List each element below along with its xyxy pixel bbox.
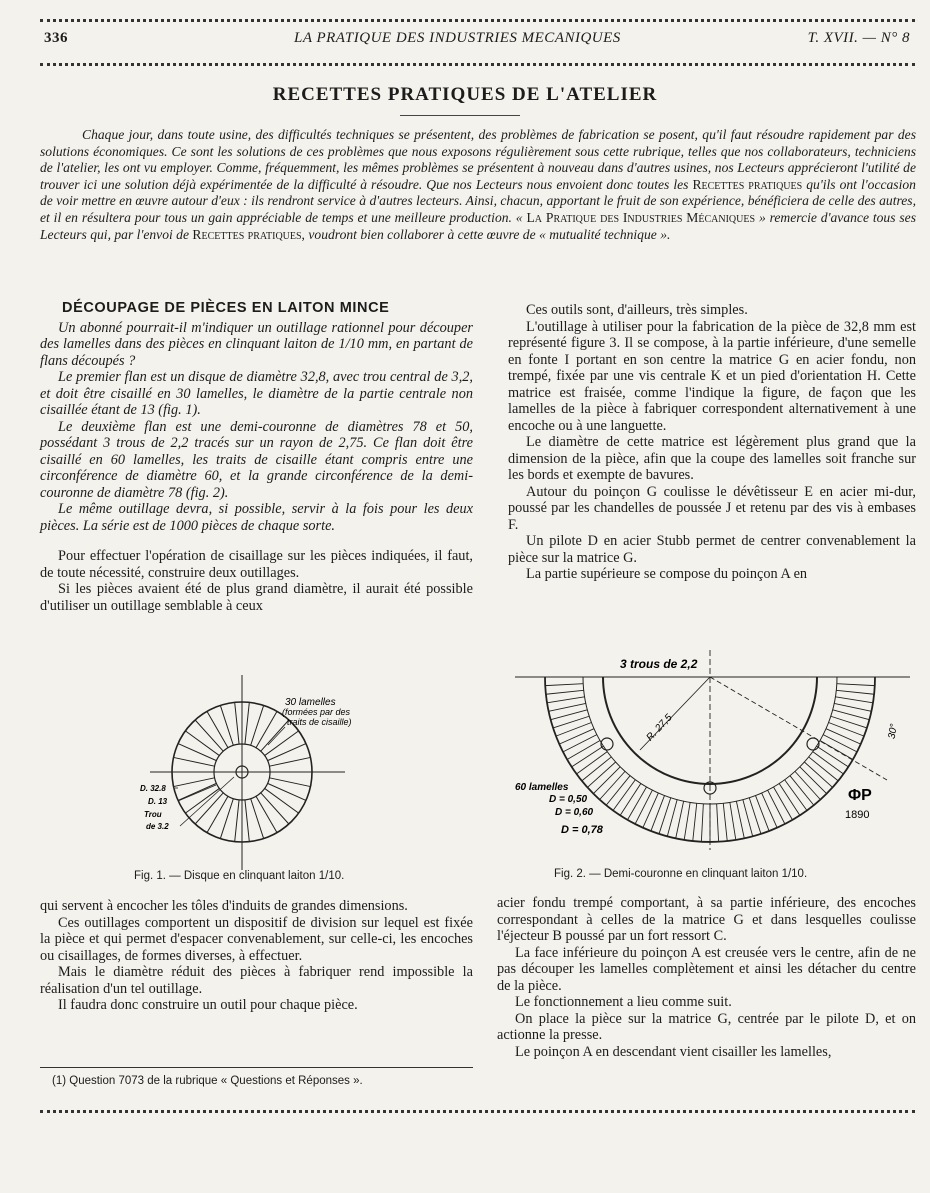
question-paragraph: Un abonné pourrait-il m'indiquer un outillage rationnel pour découper des lamelles dans des pièces en clinquant laiton de 1/10 mm, en partant de flans découpés ?: [40, 319, 473, 369]
body-paragraph: qui servent à encocher les tôles d'induits de grandes dimensions.: [40, 898, 408, 914]
fig1-slit: [235, 800, 239, 842]
fig2-monogram: ΦP: [848, 787, 872, 804]
page-number: 336: [44, 30, 68, 46]
intro-text-4: voudront bien collaborer à cette œuvre de « mutualité technique ».: [308, 226, 671, 242]
fig2-slit: [785, 780, 807, 811]
fig2-slit: [835, 697, 873, 703]
figure-2-half-ring: [515, 640, 915, 865]
fig1-dim-leader: [180, 777, 234, 826]
fig2-slit: [813, 752, 844, 774]
fig1-slit: [245, 800, 249, 842]
body-paragraph: Mais le diamètre réduit des pièces à fabriquer rend impossible la réalisation d'un tel outillage.: [40, 964, 473, 997]
fig1-slit: [251, 705, 264, 745]
fig2-slit: [567, 741, 600, 760]
right-column-top: [508, 302, 916, 583]
intro-text-3: » remercie d'avance tous ses Lecteurs qui, par l'envoi de: [40, 209, 917, 242]
body-paragraph: Ces outils sont, d'ailleurs, très simples.: [526, 302, 748, 318]
fig2-slit: [837, 684, 875, 686]
fig1-slit: [178, 744, 216, 761]
fig1-slit: [220, 799, 233, 839]
fig1-label-traits: traits de cisaille): [287, 717, 352, 727]
fig2-label-trous: 3 trous de 2,2: [620, 657, 698, 671]
fig2-label-radius: R. 27,5: [644, 712, 675, 744]
body-paragraph: Le diamètre de cette matrice est légèrement plus grand que la dimension de la pièce, afin que la coupe des lamelles soit franche sur les bords et exempte de bavures.: [508, 434, 916, 483]
fig1-slit: [251, 799, 264, 839]
figure-1-disk: [120, 675, 400, 870]
intro-smallcaps-1: Recettes pratiques: [692, 176, 803, 192]
fig2-slit: [762, 793, 777, 828]
fig1-slit: [269, 757, 310, 766]
fig1-slit: [174, 778, 215, 787]
volume-number: T. XVII. — N° 8: [807, 30, 910, 46]
fig1-slit: [268, 783, 306, 800]
question-paragraph: Le même outillage devra, si possible, servir à la fois pour les deux pièces. La série est de 1000 pièces de chaque sorte.: [40, 501, 473, 534]
fig2-year: 1890: [845, 809, 870, 821]
fig2-slit: [723, 803, 727, 841]
fig2-slit: [829, 723, 864, 737]
fig2-dim-1: D = 0,50: [549, 794, 588, 805]
fig2-slit: [790, 776, 814, 806]
fig1-slit: [207, 796, 228, 832]
fig1-slit: [207, 711, 228, 747]
footnote-rule: [40, 1067, 473, 1068]
fig2-slit: [768, 790, 785, 824]
fig2-slit: [593, 767, 620, 794]
fig2-slit: [577, 752, 608, 774]
fig2-slit: [730, 802, 736, 840]
fig2-slit: [563, 735, 597, 752]
fig2-slit: [606, 776, 630, 806]
fig2-slit: [820, 741, 853, 760]
body-paragraph: Le poinçon A en descendant vient cisailler les lamelles,: [515, 1043, 832, 1060]
fig2-slit: [546, 690, 584, 694]
fig2-dim-3: D = 0,78: [561, 824, 603, 836]
fig2-slit: [779, 784, 800, 816]
fig2-slit: [651, 796, 665, 831]
fig2-slit: [613, 780, 635, 811]
fig1-slit: [256, 796, 277, 832]
right-column-bottom: [497, 895, 916, 1060]
fig2-slit: [643, 793, 658, 828]
fig2-slit: [817, 746, 849, 767]
fig2-slit: [547, 697, 585, 703]
bottom-dotted-rule: [40, 1110, 915, 1113]
fig2-slit: [545, 684, 583, 686]
fig1-slit: [185, 788, 219, 813]
fig1-slit: [269, 778, 310, 787]
fig1-dim-1: D. 32.8: [140, 784, 166, 793]
fig2-slit: [717, 804, 719, 842]
body-paragraph: Autour du poinçon G coulisse le dévêtisseur E en acier mi-dur, poussé par les chandelles de poussée J et retenu par des vis à embases F.: [508, 483, 916, 533]
question-paragraph: Le premier flan est un disque de diamètre 32,8, avec trou central de 3,2, et doit être cisaillé en 30 lamelles, le diamètre de la partie centrale non cisaillée étant de 13 (fig. 1).: [40, 369, 473, 418]
body-paragraph: On place la pièce sur la matrice G, centrée par le pilote D, et on actionne la presse.: [497, 1010, 916, 1043]
fig1-slit: [185, 731, 219, 756]
fig2-slit: [676, 801, 684, 838]
fig2-slit: [600, 771, 625, 799]
figure-1-caption: Fig. 1. — Disque en clinquant laiton 1/10.: [134, 870, 345, 882]
fig1-dim-3: Trou: [144, 810, 162, 819]
body-paragraph: Pour effectuer l'opération de cisaillage sur les pièces indiquées, il faut, de toute nécessité, construire deux outillages.: [40, 548, 473, 581]
fig2-slit: [826, 729, 861, 744]
intro-text-1: Chaque jour, dans toute usine, des difficultés techniques se présentent, des problèmes de fabrication se posent, qu'il faut résoudre rapidement par des solutions économiques. Ce sont les solutions de ces problèmes que nous exposons régulièrement sous cette rubrique, telles que nos collaborateurs, techniciens de l'atelier, les ont vu employer. Comme, fréquemment, les mêmes problèmes se présentent à nouveau dans d'autres usines, nos Lecteurs apprécieront l'utilité de trouver ici une solution déjà expérimentée de la difficulté à résoudre. Que nos Lecteurs nous envoient donc toutes les: [40, 127, 916, 192]
fig2-slit: [836, 690, 874, 694]
header-dotted-rule: [40, 63, 915, 66]
body-paragraph: L'outillage à utiliser pour la fabrication de la pièce de 32,8 mm est représenté figure 3. Il se compose, à la partie inférieure, d'une semelle en fonte I portant en son centre la matrice G en acier fondu, non trempé, fixée par une vis centrale K et un pied d'orientation H. Cette matrice est fraisée, comme l'indique la figure, de façon que les lamelles de la pièce à fabriquer correspondent alternativement à une encoche ou à une languette.: [508, 318, 916, 434]
title-underline: [400, 115, 520, 116]
fig1-label-lamelles: 30 lamelles: [285, 697, 336, 708]
body-paragraph: Le fonctionnement a lieu comme suit.: [515, 994, 732, 1010]
fig1-slit: [174, 757, 215, 766]
body-paragraph: acier fondu trempé comportant, à sa partie inférieure, des encoches correspondant à celles de la matrice G et dans lesquelles coulisse l'éjecteur B poussé par un fort ressort C.: [497, 895, 916, 944]
fig2-slit: [774, 787, 793, 820]
fig2-slit: [582, 757, 612, 781]
fig1-slit: [245, 702, 249, 744]
fig2-slit: [693, 803, 697, 841]
fig1-slit: [265, 788, 299, 813]
fig2-slit: [572, 746, 604, 767]
fig2-slit: [620, 784, 641, 816]
body-paragraph: Un pilote D en acier Stubb permet de centrer convenablement la pièce sur la matrice G.: [508, 533, 916, 566]
running-header: [44, 30, 910, 52]
fig2-slit: [701, 804, 703, 842]
fig2-slit: [736, 801, 744, 838]
fig1-slit: [256, 711, 277, 747]
left-column-bottom: [40, 898, 473, 1014]
fig1-slit: [220, 705, 233, 745]
fig1-label-formees: (formées par des: [282, 707, 351, 717]
intro-smallcaps-2: La Pratique des Industries Mécaniques: [526, 209, 756, 225]
section-title: RECETTES PRATIQUES DE L'ATELIER: [272, 84, 658, 105]
fig2-dim-2: D = 0,60: [555, 807, 594, 818]
body-paragraph: La face inférieure du poinçon A est creusée vers le centre, afin de ne pas découper les lamelles complètement et ainsi les détacher du centre de la pièce.: [497, 944, 916, 994]
fig2-slit: [795, 771, 820, 799]
fig2-slit: [635, 790, 652, 824]
fig2-slit: [804, 762, 832, 787]
intro-paragraph: [40, 127, 916, 243]
fig2-slit: [800, 767, 827, 794]
fig2-slit: [823, 735, 857, 752]
fig2-slit: [556, 723, 591, 737]
fig2-slit: [549, 703, 586, 711]
fig1-slit: [261, 720, 289, 751]
fig2-hole: [601, 738, 613, 750]
fig2-label-lamelles: 60 lamelles: [515, 782, 569, 793]
intro-text-2: qu'ils ont l'occasion de voir mettre en œuvre autour d'eux : ils rendront service à d'autres lecteurs. Ainsi, chacun, apportant le fruit de son expérience, bénéficiera de celle des autres, et il en résultera pour tous un gain appréciable de temps et une meilleure production. «: [40, 176, 916, 225]
fig2-label-angle: 30°: [886, 723, 901, 740]
article-heading: DÉCOUPAGE DE PIÈCES EN LAITON MINCE: [62, 300, 390, 316]
body-paragraph: La partie supérieure se compose du poinçon A en: [526, 566, 808, 582]
footnote: (1) Question 7073 de la rubrique « Questions et Réponses ».: [52, 1075, 363, 1087]
top-dotted-rule: [40, 19, 915, 22]
fig2-slit: [809, 757, 839, 781]
running-title: LA PRATIQUE DES INDUSTRIES MECANIQUES: [294, 30, 621, 46]
body-paragraph: Si les pièces avaient été de plus grand diamètre, il aurait été possible d'utiliser un outillage semblable à ceux: [40, 581, 473, 614]
body-paragraph: Ces outillages comportent un dispositif de division sur lequel est fixée la pièce et qui permet d'espacer convenablement, sur celle-ci, les encoches ou cisaillages, de formes diverses, à effectuer.: [40, 914, 473, 964]
fig1-dim-2: D. 13: [148, 797, 168, 806]
fig2-slit: [628, 787, 647, 820]
body-paragraph: Il faudra donc construire un outil pour chaque pièce.: [58, 997, 358, 1013]
fig1-slit: [268, 744, 306, 761]
question-paragraph: Le deuxième flan est une demi-couronne de diamètres 78 et 50, possédant 3 trous de 2,2 tracés sur un rayon de 2,75. Ce flan doit être cisaillé en 60 lamelles, les traits de cisaille étant compris entre une circonférence de diamètre 60, et la grande circonférence de la demi-couronne de diamètre 78 (fig. 2).: [40, 418, 473, 501]
fig1-slit: [261, 793, 289, 824]
figure-2-caption: Fig. 2. — Demi-couronne en clinquant laiton 1/10.: [554, 868, 808, 880]
fig1-slit: [195, 720, 223, 751]
fig2-slit: [559, 729, 594, 744]
fig2-slit: [684, 802, 690, 840]
fig2-slit: [834, 703, 871, 711]
fig1-dim-4: de 3.2: [146, 822, 169, 831]
fig2-slit: [756, 796, 770, 831]
fig2-slit: [587, 762, 615, 787]
left-column-top: [40, 300, 473, 614]
intro-smallcaps-3: Recettes pratiques,: [192, 226, 305, 242]
fig1-slit: [235, 702, 239, 744]
